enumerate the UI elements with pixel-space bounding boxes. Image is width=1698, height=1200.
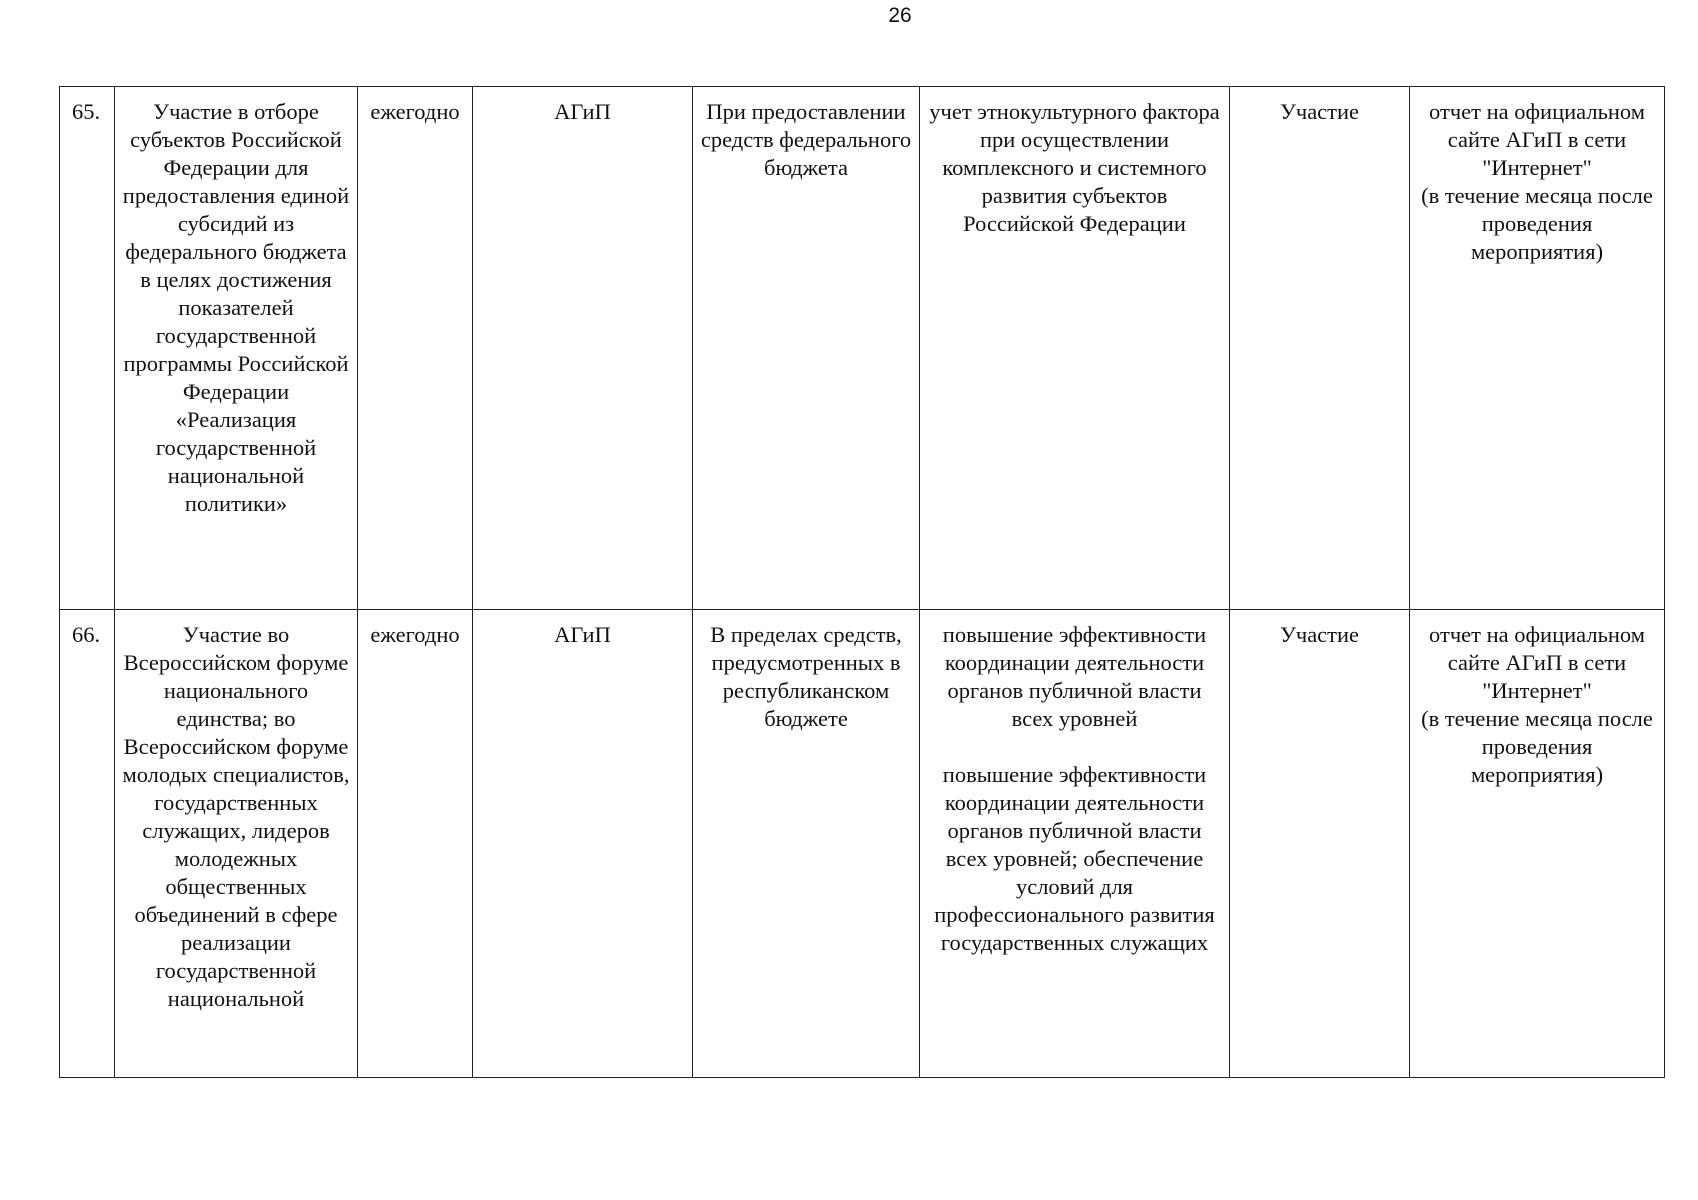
result-text: учет этнокультурного фактора при осуществлении комплексного и системного развития субъектов Российской Федерации [929, 99, 1220, 236]
row-number: 66. [60, 610, 115, 1078]
event-cell: Участие в отборе субъектов Российской Федерации для предоставления единой субсидий из федерального бюджета в целях достижения показателей государственной программы Российской Федерации «Реализация государственной национальной политики» [115, 87, 358, 610]
events-table [59, 86, 1665, 1078]
result-cell [920, 87, 1230, 610]
event-cell: Участие во Всероссийском форуме национального единства; во Всероссийском форуме молодых специалистов, государственных служащих, лидеров молодежных общественных объединений в сфере реализации государственной национальной [115, 610, 358, 1078]
period-cell: ежегодно [358, 610, 473, 1078]
funding-cell: При предоставлении средств федерального бюджета [693, 87, 920, 610]
report-text: отчет на официальном сайте АГиП в сети "Интернет" [1429, 99, 1645, 180]
indicator-cell: Участие [1230, 87, 1410, 610]
report-note: (в течение месяца после проведения мероприятия) [1421, 183, 1653, 264]
executor-cell: АГиП [473, 87, 693, 610]
period-cell: ежегодно [358, 87, 473, 610]
result-text: повышение эффективности координации деятельности органов публичной власти всех уровней; обеспечение условий для профессионального развития государственных служащих [934, 762, 1215, 955]
executor-cell: АГиП [473, 610, 693, 1078]
result-cell [920, 610, 1230, 1078]
report-cell [1410, 610, 1665, 1078]
report-note: (в течение месяца после проведения мероприятия) [1421, 706, 1653, 787]
report-cell [1410, 87, 1665, 610]
funding-cell: В пределах средств, предусмотренных в республиканском бюджете [693, 610, 920, 1078]
report-text: отчет на официальном сайте АГиП в сети "Интернет" [1429, 622, 1645, 703]
table-row [60, 610, 1665, 1078]
table-row [60, 87, 1665, 610]
result-text: повышение эффективности координации деятельности органов публичной власти всех уровней [942, 622, 1207, 731]
indicator-cell: Участие [1230, 610, 1410, 1078]
row-number: 65. [60, 87, 115, 610]
page-number: 26 [888, 4, 912, 27]
paragraph-gap [926, 733, 1223, 761]
